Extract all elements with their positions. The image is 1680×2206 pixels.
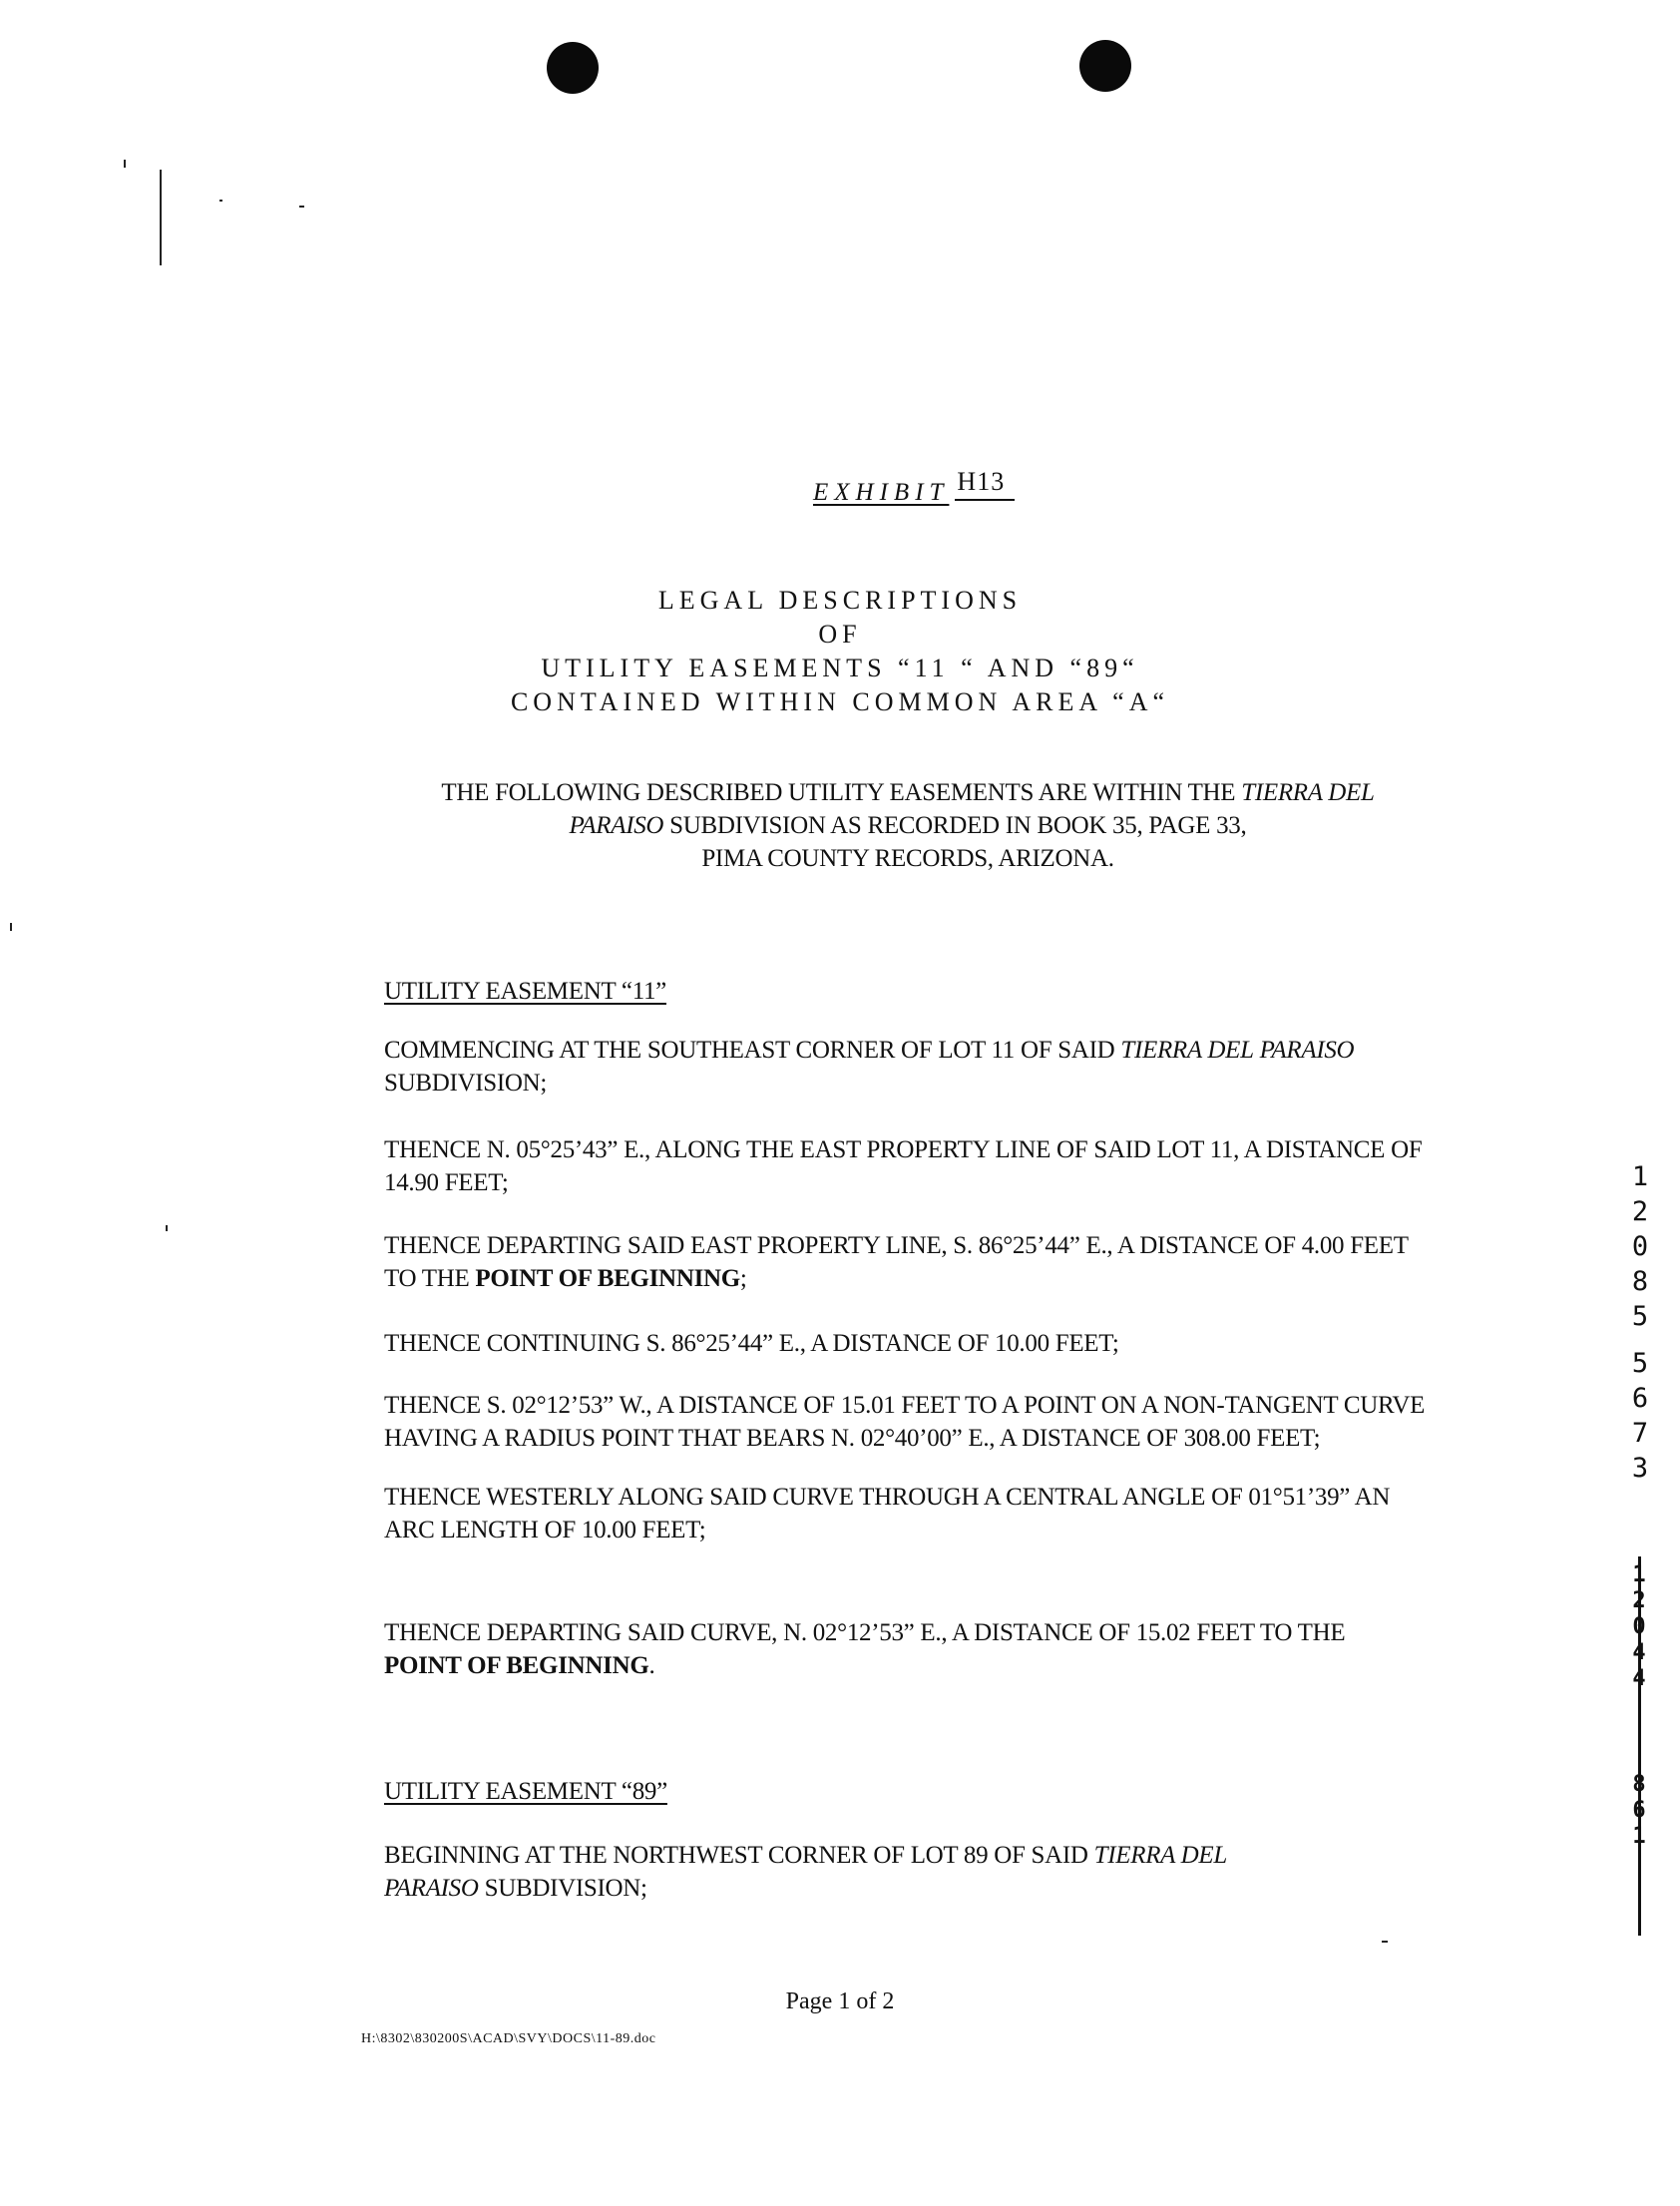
struck-stamp — [1626, 1562, 1652, 1850]
stamp-digit: 3 — [1631, 1453, 1649, 1484]
easement-89-paragraph-1 — [384, 1839, 1427, 1905]
easement-11-paragraph-3 — [384, 1229, 1427, 1295]
exhibit-number: H13 — [955, 467, 1015, 501]
point-of-beginning: POINT OF BEGINNING — [384, 1652, 649, 1679]
file-path: H:\8302\830200S\ACAD\SVY\DOCS\11-89.doc — [361, 2031, 656, 2046]
easement-11-paragraph-1 — [384, 1034, 1427, 1100]
point-of-beginning: POINT OF BEGINNING — [475, 1265, 740, 1292]
struck-digit: 1 — [1632, 1824, 1646, 1849]
subdivision-name: TIERRA DEL — [1093, 1842, 1227, 1869]
title-line-2: OF — [818, 620, 862, 649]
subdivision-name: TIERRA DEL — [1120, 1037, 1254, 1064]
subdivision-name: PARAISO — [1259, 1037, 1355, 1064]
stamp-digit: 1 — [1631, 1161, 1649, 1192]
intro-text-c: PIMA COUNTY RECORDS, ARIZONA. — [701, 845, 1114, 872]
struck-digit: 6 — [1632, 1798, 1646, 1823]
title-line-3: UTILITY EASEMENTS “11 “ AND “89“ — [541, 654, 1139, 682]
page-number: Page 1 of 2 — [785, 1988, 895, 2014]
subdivision-name: PARAISO — [569, 812, 664, 839]
exhibit-label — [813, 467, 1015, 511]
easement-11-paragraph-5: THENCE S. 02°12’53” W., A DISTANCE OF 15.01 FEET TO A POINT ON A NON-TANGENT CURVE HAVING A RADIUS POINT THAT BEARS N. 02°40’00” E., A DISTANCE OF 308.00 FEET; — [384, 1392, 1426, 1452]
scan-mark — [10, 923, 12, 931]
scan-mark — [1382, 1941, 1388, 1943]
scan-mark — [124, 160, 126, 168]
text-run: ; — [739, 1265, 747, 1292]
struck-digit: 2 — [1632, 1588, 1646, 1613]
struck-digit: 4 — [1632, 1666, 1646, 1691]
easement-11-paragraph-6: THENCE WESTERLY ALONG SAID CURVE THROUGH A CENTRAL ANGLE OF 01°51’39” AN ARC LENGTH OF 10.00 FEET; — [384, 1484, 1391, 1544]
recording-number-stamp — [1628, 1159, 1652, 1486]
intro-text-a: THE FOLLOWING DESCRIBED UTILITY EASEMENTS ARE WITHIN THE — [441, 779, 1242, 806]
struck-digit: 0 — [1632, 1614, 1646, 1639]
scan-mark — [299, 206, 304, 208]
stamp-digit: 0 — [1631, 1231, 1649, 1262]
exhibit-word: EXHIBIT — [813, 479, 950, 506]
title-line-4: CONTAINED WITHIN COMMON AREA “A“ — [510, 687, 1170, 716]
title-line-1: LEGAL DESCRIPTIONS — [657, 586, 1023, 615]
stamp-digit: 7 — [1631, 1418, 1649, 1449]
scan-mark — [219, 200, 222, 202]
scan-mark — [160, 170, 162, 265]
text-run: SUBDIVISION; — [478, 1875, 647, 1902]
subdivision-name: PARAISO — [384, 1875, 479, 1902]
easement-11-paragraph-4: THENCE CONTINUING S. 86°25’44” E., A DISTANCE OF 10.00 FEET; — [384, 1330, 1119, 1357]
text-run: SUBDIVISION; — [384, 1070, 548, 1097]
text-run: THENCE DEPARTING SAID EAST PROPERTY LINE, S. 86°25’44” E., A DISTANCE OF 4.00 FEET TO THE — [384, 1232, 1409, 1292]
easement-89-heading: UTILITY EASEMENT “89” — [384, 1778, 667, 1805]
punch-hole-left — [547, 42, 599, 94]
struck-digit: 1 — [1632, 1562, 1646, 1587]
stamp-digit: 5 — [1631, 1348, 1649, 1379]
text-run: COMMENCING AT THE SOUTHEAST CORNER OF LOT 11 OF SAID — [384, 1037, 1121, 1064]
struck-digit: 4 — [1632, 1640, 1646, 1665]
easement-11-paragraph-2: THENCE N. 05°25’43” E., ALONG THE EAST PROPERTY LINE OF SAID LOT 11, A DISTANCE OF 14.90 FEET; — [384, 1136, 1423, 1196]
easement-11-heading: UTILITY EASEMENT “11” — [384, 978, 666, 1005]
easement-11-paragraph-7 — [384, 1616, 1427, 1682]
text-run: BEGINNING AT THE NORTHWEST CORNER OF LOT 89 OF SAID — [384, 1842, 1094, 1869]
stamp-digit: 8 — [1631, 1266, 1649, 1297]
intro-paragraph — [379, 776, 1437, 875]
stamp-digit: 2 — [1631, 1196, 1649, 1227]
text-run: THENCE DEPARTING SAID CURVE, N. 02°12’53” E., A DISTANCE OF 15.02 FEET TO THE — [384, 1619, 1346, 1646]
stamp-digit: 5 — [1631, 1301, 1649, 1332]
struck-digit: 8 — [1632, 1772, 1646, 1797]
punch-hole-right — [1079, 40, 1131, 92]
intro-text-b: SUBDIVISION AS RECORDED IN BOOK 35, PAGE 33, — [663, 812, 1247, 839]
subdivision-name: TIERRA DEL — [1241, 779, 1375, 806]
text-run: . — [648, 1652, 655, 1679]
stamp-digit: 6 — [1631, 1383, 1649, 1414]
scan-mark — [166, 1225, 168, 1231]
